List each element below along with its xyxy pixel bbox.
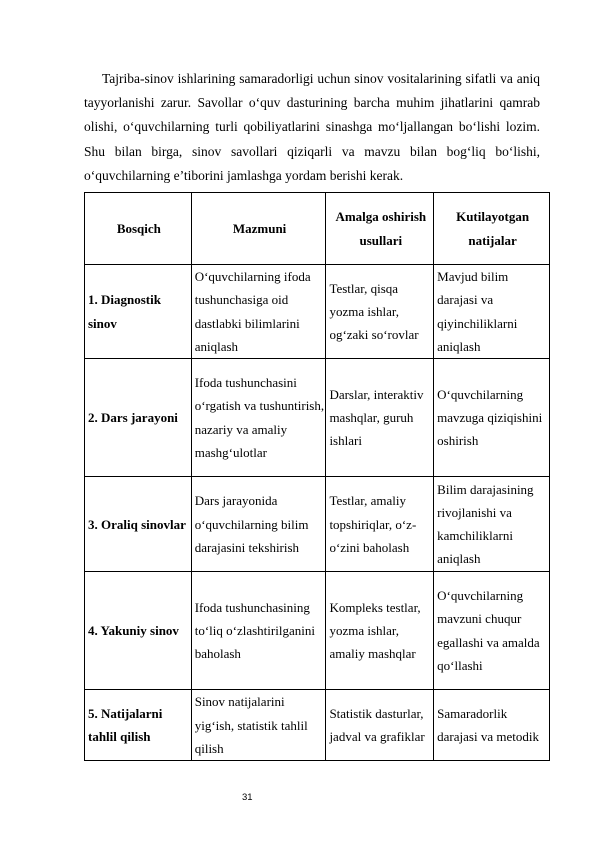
header-bosqich: Bosqich — [85, 193, 192, 265]
row-2-methods: Darslar, interaktiv mashqlar, guruh ishlari — [326, 359, 434, 477]
header-usullar: Amalga oshirish usullari — [326, 193, 434, 265]
row-1-content: O‘quvchilarning ifoda tushunchasiga oid dastlabki bilimlarini aniqlash — [191, 265, 326, 359]
stages-table — [84, 192, 550, 761]
row-5-content: Sinov natijalarini yig‘ish, statistik tahlil qilish — [191, 690, 326, 761]
row-4-content: Ifoda tushunchasining to‘liq o‘zlashtirilganini baholash — [191, 572, 326, 690]
row-5-results: Samaradorlik darajasi va metodik — [434, 690, 550, 761]
row-1-methods: Testlar, qisqa yozma ishlar, og‘zaki so‘rovlar — [326, 265, 434, 359]
table-row — [85, 477, 550, 572]
row-2-stage: 2. Dars jarayoni — [85, 359, 192, 477]
row-3-results: Bilim darajasining rivojlanishi va kamchiliklarni aniqlash — [434, 477, 550, 572]
table-header-row — [85, 193, 550, 265]
body-paragraph: Tajriba-sinov ishlarining samaradorligi uchun sinov vositalarining sifatli va aniq tayyorlanishi zarur. Savollar o‘quv dasturining barcha muhim jihatlarini qamrab olishi, o‘quvchilarning turli qobiliyatlarini sinashga mo‘ljallangan bo‘lishi lozim. Shu bilan birga, sinov savollari qiziqarli va mavzu bilan bog‘liq bo‘lishi, o‘quvchilarning e’tiborini jamlashga yordam berishi kerak. — [84, 71, 540, 183]
header-natijalar: Kutilayotgan natijalar — [434, 193, 550, 265]
row-2-results: O‘quvchilarning mavzuga qiziqishini oshirish — [434, 359, 550, 477]
table-row — [85, 265, 550, 359]
row-5-stage: 5. Natijalarni tahlil qilish — [85, 690, 192, 761]
row-4-methods: Kompleks testlar, yozma ishlar, amaliy mashqlar — [326, 572, 434, 690]
row-1-stage: 1. Diagnostik sinov — [85, 265, 192, 359]
row-3-stage: 3. Oraliq sinovlar — [85, 477, 192, 572]
row-4-results: O‘quvchilarning mavzuni chuqur egallashi va amalda qo‘llashi — [434, 572, 550, 690]
row-4-stage: 4. Yakuniy sinov — [85, 572, 192, 690]
page-number: 31 — [242, 792, 253, 803]
row-3-methods: Testlar, amaliy topshiriqlar, o‘z-o‘zini baholash — [326, 477, 434, 572]
table-row — [85, 572, 550, 690]
header-mazmuni: Mazmuni — [191, 193, 326, 265]
row-1-results: Mavjud bilim darajasi va qiyinchiliklarni aniqlash — [434, 265, 550, 359]
row-2-content: Ifoda tushunchasini o‘rgatish va tushuntirish, nazariy va amaliy mashg‘ulotlar — [191, 359, 326, 477]
row-3-content: Dars jarayonida o‘quvchilarning bilim darajasini tekshirish — [191, 477, 326, 572]
row-5-methods: Statistik dasturlar, jadval va grafiklar — [326, 690, 434, 761]
table-row — [85, 690, 550, 761]
table-row — [85, 359, 550, 477]
